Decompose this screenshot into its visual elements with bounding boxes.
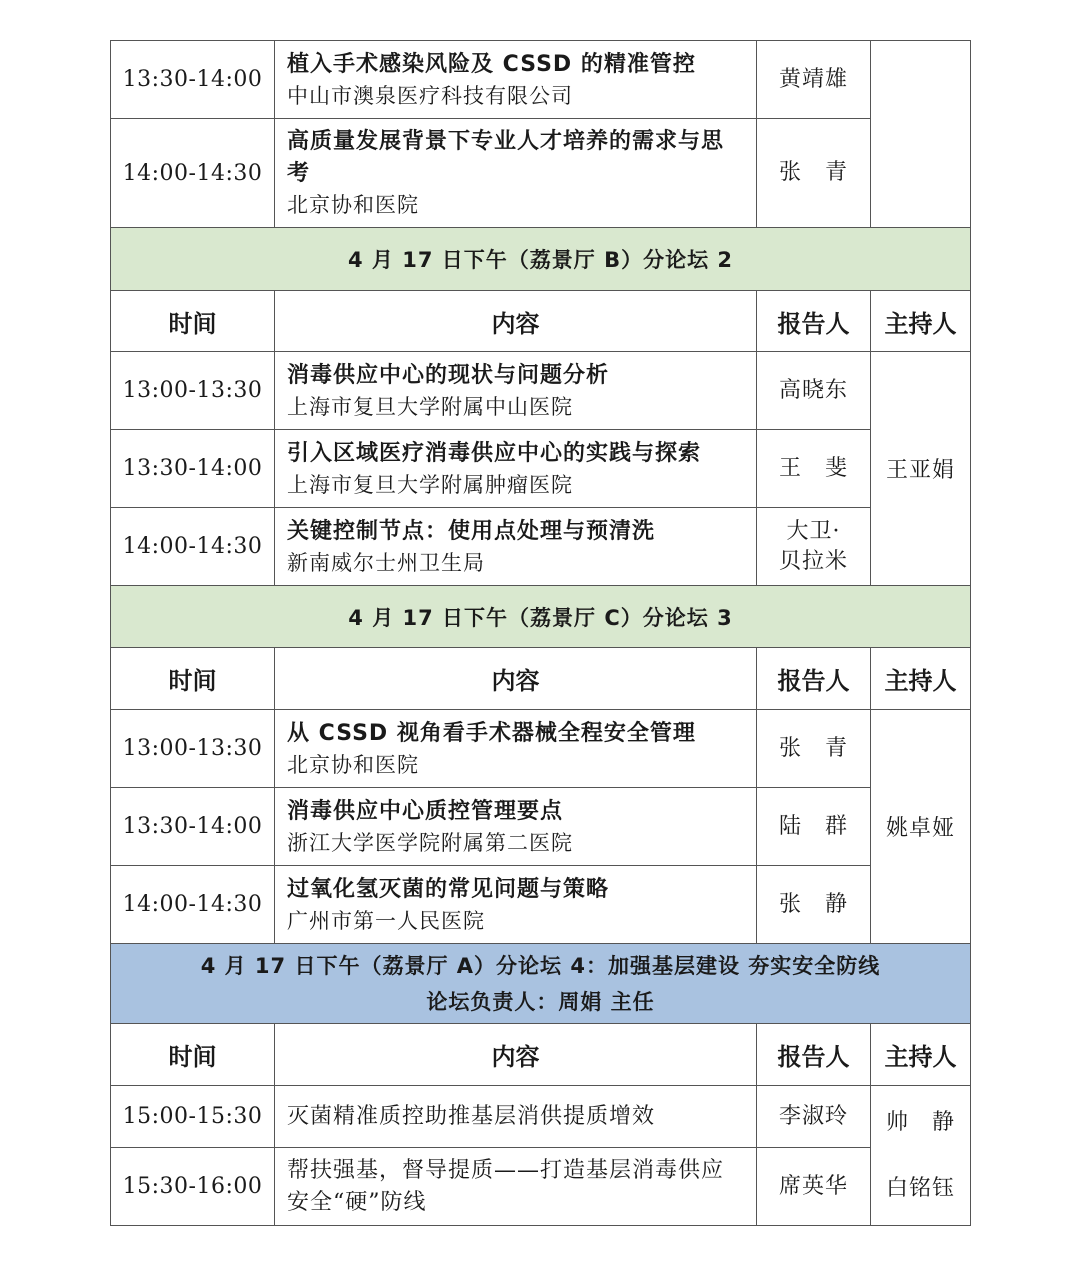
forum-heading-line: 4 月 17 日下午（荔景厅 A）分论坛 4：加强基层建设 夯实安全防线 [200, 953, 881, 978]
header-host: 主持人 [871, 1024, 971, 1086]
header-content: 内容 [275, 1024, 757, 1086]
section-band [111, 228, 971, 291]
header-speaker: 报告人 [757, 1024, 871, 1086]
time-cell: 13:30-14:00 [111, 41, 275, 119]
talk-title: 消毒供应中心的现状与问题分析 [287, 362, 610, 388]
header-host: 主持人 [871, 648, 971, 710]
host-cell [871, 1086, 971, 1226]
header-speaker: 报告人 [757, 291, 871, 352]
header-time: 时间 [111, 1024, 275, 1086]
speaker-cell: 李淑玲 [757, 1086, 871, 1148]
content-cell [275, 41, 757, 119]
speaker-cell: 王 斐 [757, 430, 871, 508]
header-row [111, 648, 971, 710]
speaker-cell: 高晓东 [757, 352, 871, 430]
talk-institution: 北京协和医院 [287, 752, 419, 777]
table-row [111, 710, 971, 788]
header-time: 时间 [111, 648, 275, 710]
speaker-cell: 张 青 [757, 710, 871, 788]
schedule-table [110, 40, 971, 1226]
table-row [111, 866, 971, 944]
content-cell [275, 710, 757, 788]
header-row [111, 291, 971, 352]
table-row [111, 430, 971, 508]
talk-title: 过氧化氢灭菌的常见问题与策略 [287, 876, 610, 902]
speaker-cell: 黄靖雄 [757, 41, 871, 119]
table-row [111, 352, 971, 430]
time-cell: 14:00-14:30 [111, 866, 275, 944]
table-row [111, 41, 971, 119]
speaker-line: 大卫· [786, 518, 841, 544]
talk-institution: 广州市第一人民医院 [287, 908, 485, 933]
host-line: 帅 静 [885, 1109, 955, 1135]
talk-title: 关键控制节点：使用点处理与预清洗 [287, 518, 656, 544]
header-host: 主持人 [871, 291, 971, 352]
section-band [111, 586, 971, 648]
talk-title: 引入区域医疗消毒供应中心的实践与探索 [287, 440, 702, 466]
header-content: 内容 [275, 291, 757, 352]
talk-title: 灭菌精准质控助推基层消供提质增效 [287, 1103, 656, 1129]
section-band [111, 944, 971, 1024]
time-cell: 13:30-14:00 [111, 788, 275, 866]
speaker-cell [757, 508, 871, 586]
talk-title: 消毒供应中心质控管理要点 [287, 798, 564, 824]
host-cell: 姚卓娅 [871, 710, 971, 944]
talk-title: 高质量发展背景下专业人才培养的需求与思考 [287, 129, 725, 186]
content-cell [275, 119, 757, 228]
header-row [111, 1024, 971, 1086]
talk-institution: 上海市复旦大学附属中山医院 [287, 394, 573, 419]
time-cell: 15:00-15:30 [111, 1086, 275, 1148]
host-cell: 王亚娟 [871, 352, 971, 586]
content-cell [275, 1086, 757, 1148]
content-cell [275, 352, 757, 430]
talk-institution: 浙江大学医学院附属第二医院 [287, 830, 573, 855]
talk-institution: 北京协和医院 [287, 193, 419, 217]
content-cell [275, 430, 757, 508]
time-cell: 13:00-13:30 [111, 710, 275, 788]
table-row [111, 508, 971, 586]
speaker-cell: 席英华 [757, 1148, 871, 1226]
content-cell [275, 788, 757, 866]
content-cell [275, 508, 757, 586]
header-speaker: 报告人 [757, 648, 871, 710]
table-row [111, 1086, 971, 1148]
speaker-cell: 陆 群 [757, 788, 871, 866]
forum-heading: 4 月 17 日下午（荔景厅 B）分论坛 2 [111, 228, 971, 291]
header-time: 时间 [111, 291, 275, 352]
time-cell: 15:30-16:00 [111, 1148, 275, 1226]
talk-institution: 新南威尔士州卫生局 [287, 550, 485, 575]
host-cell [871, 41, 971, 228]
time-cell: 13:30-14:00 [111, 430, 275, 508]
talk-title: 从 CSSD 视角看手术器械全程安全管理 [287, 720, 696, 746]
speaker-line: 贝拉米 [778, 548, 848, 574]
host-line: 白铭钰 [885, 1175, 955, 1201]
talk-institution: 中山市澳泉医疗科技有限公司 [287, 83, 573, 108]
speaker-cell: 张 静 [757, 866, 871, 944]
forum-heading [111, 944, 971, 1024]
table-row [111, 1148, 971, 1226]
speaker-cell: 张 青 [757, 119, 871, 228]
time-cell: 14:00-14:30 [111, 508, 275, 586]
talk-title: 植入手术感染风险及 CSSD 的精准管控 [287, 51, 696, 77]
talk-title: 帮扶强基，督导提质——打造基层消毒供应安全“硬”防线 [287, 1157, 725, 1215]
table-row [111, 788, 971, 866]
header-content: 内容 [275, 648, 757, 710]
content-cell [275, 1148, 757, 1226]
time-cell: 13:00-13:30 [111, 352, 275, 430]
table-row [111, 119, 971, 228]
forum-heading: 4 月 17 日下午（荔景厅 C）分论坛 3 [111, 586, 971, 648]
time-cell: 14:00-14:30 [111, 119, 275, 228]
forum-lead: 论坛负责人：周娟 主任 [426, 989, 655, 1014]
content-cell [275, 866, 757, 944]
talk-institution: 上海市复旦大学附属肿瘤医院 [287, 472, 573, 497]
